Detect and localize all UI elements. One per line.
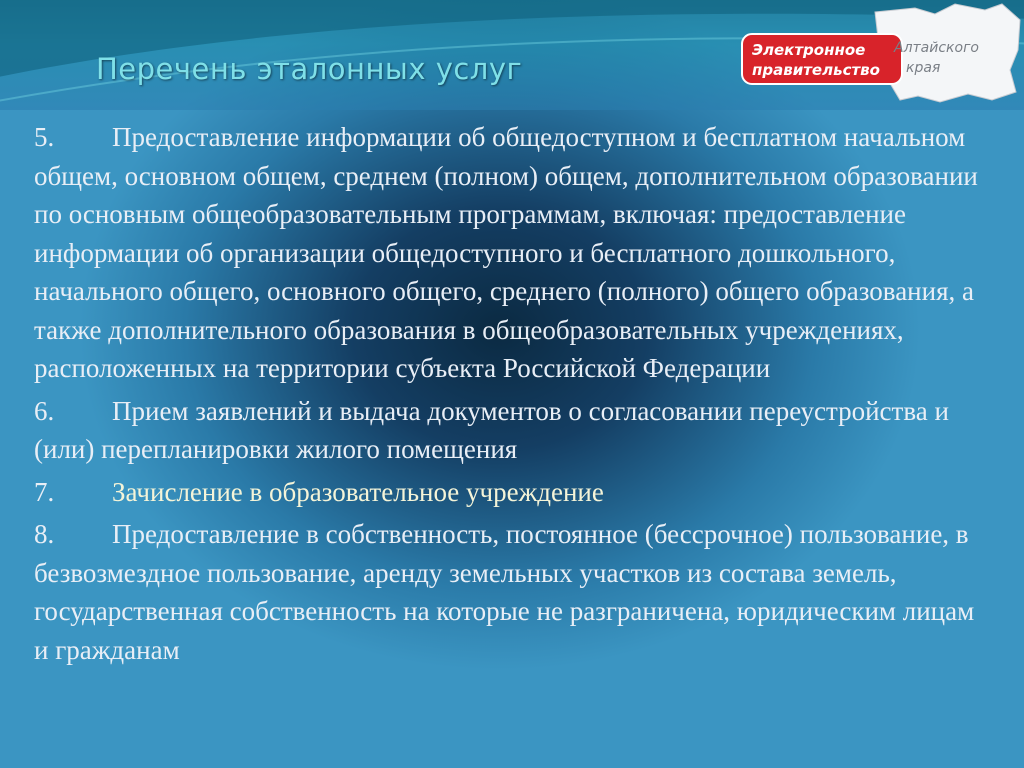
item-text: Предоставление в собственность, постоянное (бессрочное) пользование, в безвозмездное пользование, аренду земельных участков из состава земель, государственная собственность на которые не разграничена, юридическим лицам и гражданам — [34, 519, 975, 665]
logo-right-line2: края — [906, 60, 941, 76]
item-number: 7. — [34, 476, 55, 507]
logo-right-line1: Алтайского — [894, 40, 979, 56]
item-text: Прием заявлений и выдача документов о согласовании переустройства и (или) перепланировки жилого помещения — [34, 395, 949, 464]
item-number: 6. — [34, 395, 55, 426]
list-item — [34, 392, 994, 469]
logo-left-line1: Электронное — [752, 41, 866, 59]
list-item — [34, 118, 994, 388]
list-item — [34, 515, 994, 669]
e-government-logo — [740, 0, 1024, 110]
list-item — [34, 473, 994, 512]
slide-title: Перечень эталонных услуг — [96, 52, 523, 86]
item-number: 5. — [34, 122, 55, 152]
services-list — [34, 118, 994, 669]
item-text: Зачисление в образовательное учреждение — [112, 476, 604, 507]
item-number: 8. — [34, 519, 55, 549]
item-text: Предоставление информации об общедоступном и бесплатном начальном общем, основном общем, среднем (полном) общем, дополнительном образовании по основным общеобразовательным программам, включая: предоставление информации об организации общедоступного и бесплатного дошкольного, начального общего, основного общего, среднего (полного) общего образования, а также дополнительного образования в общеобразовательных учреждениях, расположенных на территории субъекта Российской Федерации — [34, 122, 978, 383]
logo-left-line2: правительство — [752, 61, 880, 79]
